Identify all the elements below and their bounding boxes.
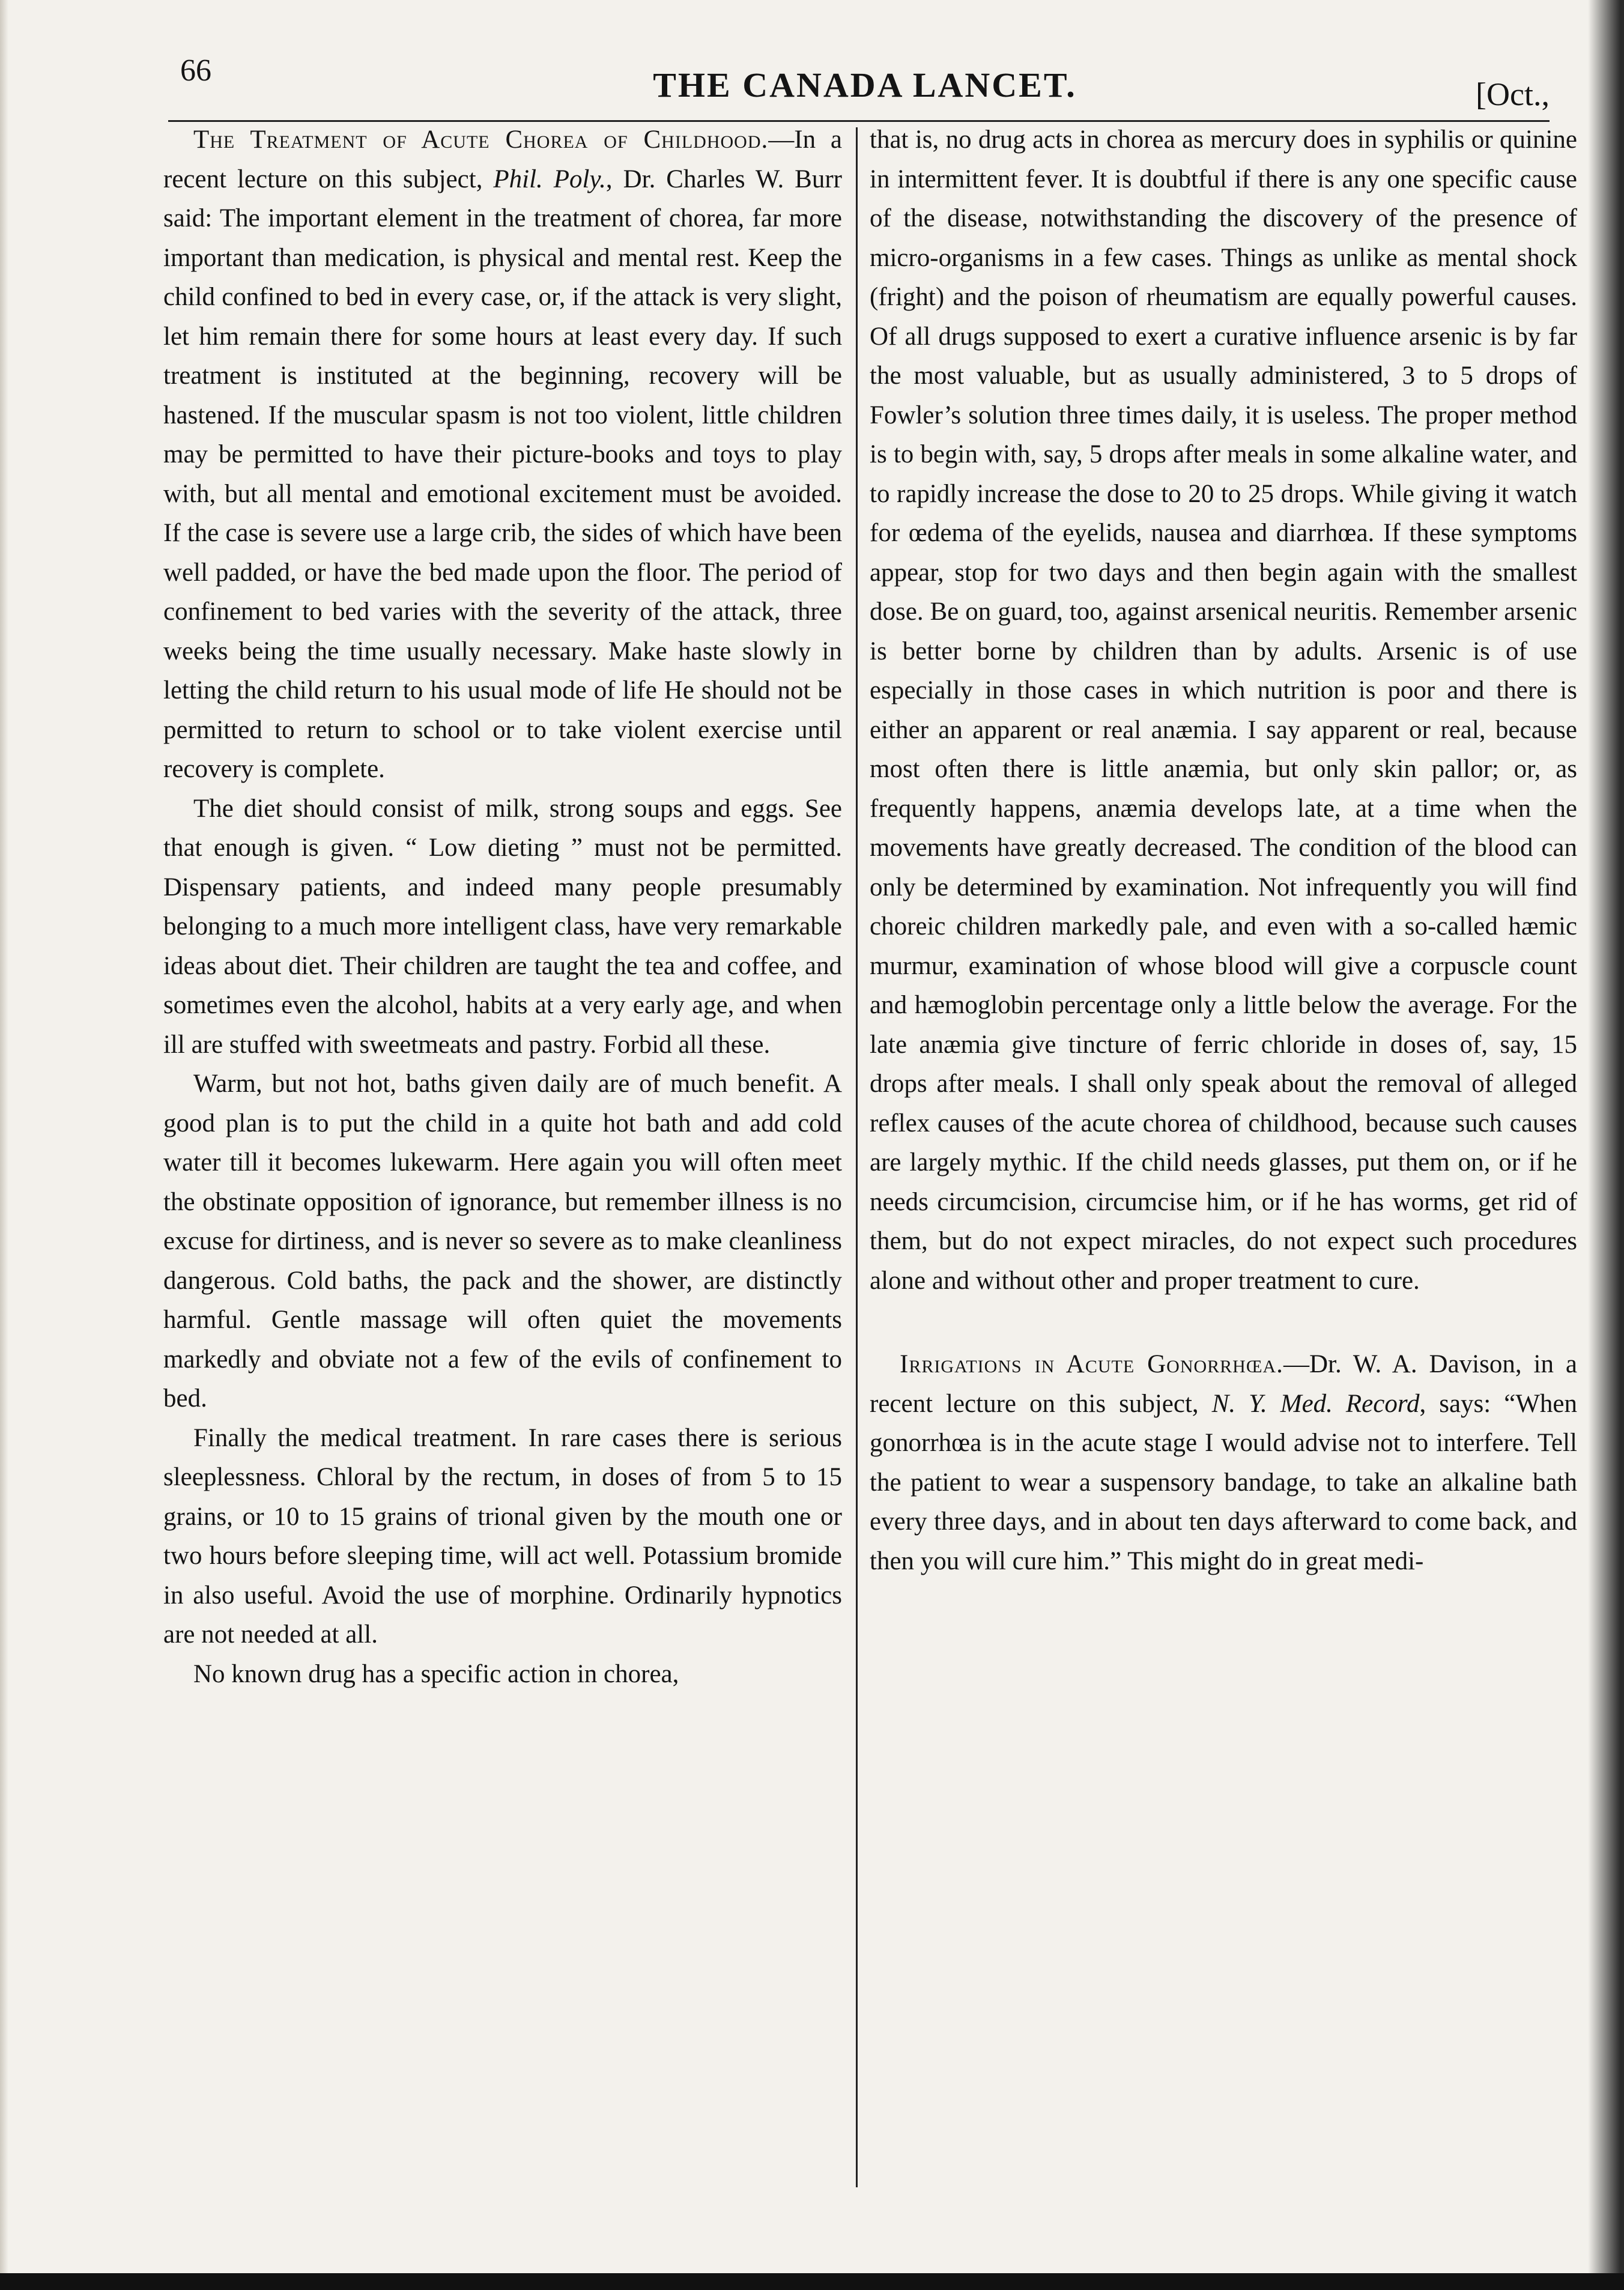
- gonorrhoea-intro-text: —Dr. W. A. Davison, in a recent lecture on this subject,: [870, 1350, 1577, 1418]
- journal-title: THE CANADA LANCET.: [653, 65, 1077, 105]
- chorea-paragraph-rest: , Dr. Charles W. Burr said: The important element in the treatment of chorea, far more important than medication, is physical and mental rest. Keep the child confined to bed in every case, or, if the attack is very slight, let him remain there for some hours at least every day. If such treatment is instituted at the beginning, recovery will be hastened. If the muscular spasm is not too violent, little children may be permitted to have their picture-books and toys to play with, but all mental and emotional excitement must be avoided. If the case is severe use a large crib, the sides of which have been well padded, or have the bed made upon the floor. The period of confinement to bed varies with the severity of the attack, three weeks being the time usually necessary. Make haste slowly in letting the child return to his usual mode of life He should not be permitted to return to school or to take violent exercise until recovery is complete.: [163, 165, 842, 783]
- page-binding-shadow: [1588, 0, 1624, 2290]
- page-number: 66: [180, 53, 211, 88]
- right-column: [870, 120, 1577, 1581]
- chorea-intro-text: —In a recent lecture on this subject,: [163, 126, 842, 193]
- running-header: [180, 47, 1550, 119]
- baths-paragraph: Warm, but not hot, baths given daily are of much benefit. A good plan is to put the child in a quite hot bath and add cold water till it becomes lukewarm. Here again you will often meet the obstinate opposition of ignorance, but remember illness is no excuse for dirtiness, and is never so severe as to make cleanliness dangerous. Cold baths, the pack and the shower, are distinctly harmful. Gentle massage will often quiet the movements markedly and obviate not a few of the evils of confinement to bed.: [163, 1070, 842, 1413]
- left-column: [163, 120, 842, 1694]
- chorea-article-heading: The Treatment of Acute Chorea of Childhood.: [193, 126, 769, 154]
- drug-action-paragraph: No known drug has a specific action in chorea,: [193, 1659, 679, 1688]
- chorea-article-paragraph: [163, 120, 842, 789]
- drug-action-paragraph-continued: that is, no drug acts in chorea as mercury does in syphilis or quinine in intermittent fever. It is doubtful if there is any one specific cause of the disease, notwithstanding the discovery of the presence of micro-organisms in a few cases. Things as unlike as mental shock (fright) and the poison of rheumatism are equally powerful causes. Of all drugs supposed to exert a curative influence arsenic is by far the most valuable, but as usually administered, 3 to 5 drops of Fowler’s solution three times daily, it is useless. The proper method is to begin with, say, 5 drops after meals in some alkaline water, and to rapidly increase the dose to 20 to 25 drops. While giving it watch for œdema of the eyelids, nausea and diarrhœa. If these symptoms appear, stop for two days and then begin again with the smallest dose. Be on guard, too, against arsenical neuritis. Remember arsenic is better borne by children than by adults. Arsenic is of use especially in those cases in which nutrition is poor and there is either an apparent or real anæmia. I say apparent or real, because most often there is little anæmia, but only skin pallor; or, as frequently happens, anæmia develops late, at a time when the movements have greatly decreased. The condition of the blood can only be determined by examination. Not infrequently you will find choreic children markedly pale, and even with a so-called hæmic murmur, examination of whose blood will give a corpuscle count and hæmoglobin percentage only a little below the average. For the late anæmia give tincture of ferric chloride in doses of, say, 15 drops after meals. I shall only speak about the removal of alleged reflex causes of the acute chorea of childhood, because such causes are largely mythic. If the child needs glasses, put them on, or if he needs circumcision, circumcise him, or if he has worms, get rid of them, but do not expect miracles, do not expect such procedures alone and without other and proper treatment to cure.: [870, 126, 1577, 1295]
- issue-month: [Oct.,: [1476, 76, 1550, 112]
- gonorrhoea-source-citation: N. Y. Med. Record: [1211, 1389, 1420, 1418]
- column-divider: [856, 127, 858, 2187]
- gonorrhoea-paragraph-rest: , says: “When gonorrhœa is in the acute stage I would advise not to interfere. Tell the patient to wear a suspensory bandage, to take an alkaline bath every three days, and in about ten days afterward to come back, and then you will cure him.” This might do in great medi-: [870, 1389, 1577, 1575]
- gonorrhoea-article-heading: Irrigations in Acute Gonorrhœa.: [900, 1350, 1283, 1378]
- medical-treatment-paragraph: Finally the medical treatment. In rare cases there is serious sleeplessness. Chloral by the rectum, in doses of from 5 to 15 grains, or 10 to 15 grains of trional given by the mouth one or two hours before sleeping time, will act well. Potassium bromide in also useful. Avoid the use of morphine. Ordinarily hypnotics are not needed at all.: [163, 1423, 842, 1649]
- chorea-source-citation: Phil. Poly.: [493, 165, 606, 193]
- gonorrhoea-article-paragraph: [870, 1345, 1577, 1581]
- scan-bottom-border: [0, 2273, 1624, 2290]
- page-edge-shadow: [0, 0, 8, 2290]
- diet-paragraph: The diet should consist of milk, strong soups and eggs. See that enough is given. “ Low dieting ” must not be permitted. Dispensary patients, and indeed many people presumably belonging to a much more intelligent class, have very remarkable ideas about diet. Their children are taught the tea and coffee, and sometimes even the alcohol, habits at a very early age, and when ill are stuffed with sweetmeats and pastry. Forbid all these.: [163, 794, 842, 1059]
